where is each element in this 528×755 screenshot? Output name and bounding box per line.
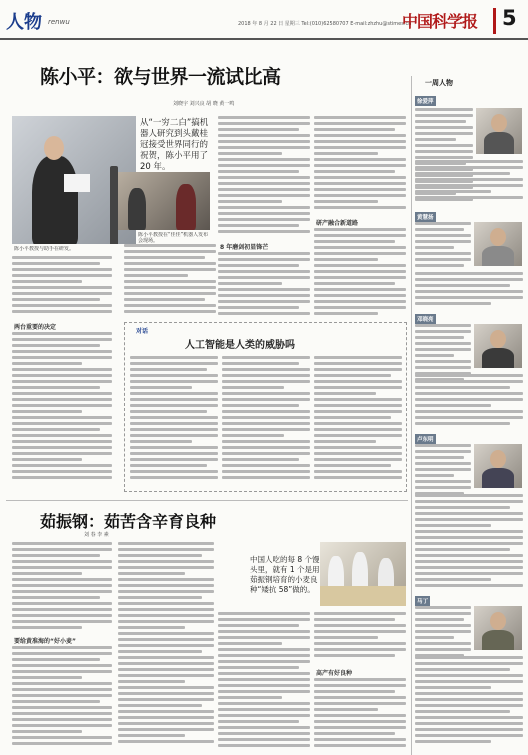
person-face [44, 136, 64, 160]
dateline: 2018 年 8 月 22 日 星期三 Tel:(010)62580707 E-mail:zhzhu@stimes.cn [238, 21, 412, 27]
second-text-col1 [12, 542, 112, 634]
sidebar-text-1b [415, 160, 523, 210]
lead-text-col3 [218, 116, 310, 240]
sidebar-label-3: 邓晓亮 [415, 314, 436, 324]
section-title: 人物 [6, 12, 42, 33]
dialogue-headline: 人工智能是人类的威胁吗 [185, 340, 295, 351]
lead-subhead-1: 两台重要的决定 [14, 324, 57, 331]
inset-photo [118, 172, 210, 230]
lead-text-col1 [12, 256, 112, 320]
dialogue-tag: 对话 [136, 328, 149, 335]
lead-text-col2 [124, 244, 216, 320]
dialogue-text-col3 [314, 356, 402, 486]
person-figure [482, 246, 514, 266]
bread-table [320, 586, 406, 606]
second-text-col4b [314, 678, 406, 750]
second-subhead-2: 高产有好良种 [316, 670, 353, 677]
masthead-accent-bar [493, 8, 496, 34]
person-figure [128, 188, 146, 230]
second-text-col1b [12, 646, 112, 750]
photo-caption: 陈小平教授与助手在研发。 [14, 246, 75, 252]
sidebar-label-4: 卢东明 [415, 434, 436, 444]
second-subhead-1: 要给黄准海的“好小麦” [14, 638, 76, 645]
sidebar-photo-3 [474, 324, 522, 368]
lead-text-col4 [314, 116, 406, 216]
sidebar-text-2b [415, 272, 523, 312]
paper-logo: 中国科学报 [402, 12, 478, 31]
inset-caption: 陈小平教授在“佳佳”机器人发布会现场。 [138, 232, 209, 244]
section-subtitle: renwu [48, 18, 70, 26]
dialogue-text-col1 [130, 356, 218, 486]
second-text-col3 [218, 612, 310, 750]
person-face [490, 450, 506, 468]
sidebar-text-5b [415, 656, 523, 750]
sidebar-text-5 [415, 606, 471, 662]
lead-byline: 刘晓宇 刘兴良 胡 晓 黄一鸣 [173, 101, 235, 107]
person-face [491, 114, 507, 132]
sidebar-label-1: 徐爱萍 [415, 96, 436, 106]
person-figure [176, 184, 196, 230]
masthead [0, 0, 528, 40]
sidebar-title: 一周人物 [425, 79, 453, 87]
dialogue-text-col2 [222, 356, 310, 486]
sidebar-photo-2 [474, 222, 522, 266]
article-divider [6, 500, 408, 501]
second-text-col2 [118, 542, 214, 750]
paper-sheet [64, 174, 90, 192]
person-face [490, 330, 506, 348]
page-number: 5 [502, 6, 517, 30]
person-face [490, 228, 506, 246]
sidebar-text-4 [415, 444, 471, 500]
second-text-col4 [314, 612, 406, 664]
lead-text-col3b [218, 252, 310, 320]
second-photo [320, 542, 406, 606]
sidebar-photo-4 [474, 444, 522, 488]
person-figure [482, 630, 514, 650]
sidebar-label-2: 黄慧扬 [415, 212, 436, 222]
person-figure [482, 348, 514, 368]
microphone-stand [110, 166, 118, 244]
second-callout: 中国人吃的每 8 个馒头里，就有 1 个是用茹振钢培育的小麦良种“矮抗 58”做的。 [250, 555, 320, 594]
person-face [490, 612, 506, 630]
sidebar-text-2 [415, 222, 471, 272]
person-figure [482, 468, 514, 488]
lead-headline: 陈小平：欲与世界一流试比高 [40, 66, 281, 88]
sidebar-text-4b [415, 494, 523, 590]
lead-callout: 从“一穷二白”搞机器人研究到头戴桂冠接受世界同行的祝贺，陈小平用了 20 年。 [140, 118, 209, 172]
sidebar-text-3b [415, 374, 523, 430]
sidebar-photo-5 [474, 606, 522, 650]
sidebar-label-5: 马丁 [415, 596, 430, 606]
lead-text-col1b [12, 332, 112, 492]
lead-subhead-2: 8 年磨剑初显锋芒 [220, 244, 269, 251]
person-figure [32, 156, 78, 244]
second-headline: 茹振钢：茹苦含辛育良种 [40, 512, 217, 531]
lead-text-col4b [314, 228, 406, 320]
sidebar-photo-1 [476, 108, 522, 154]
person-figure [484, 132, 514, 154]
lead-subhead-3: 研产融合新道路 [316, 220, 359, 227]
second-byline: 刘 春 李 素 [84, 532, 109, 538]
